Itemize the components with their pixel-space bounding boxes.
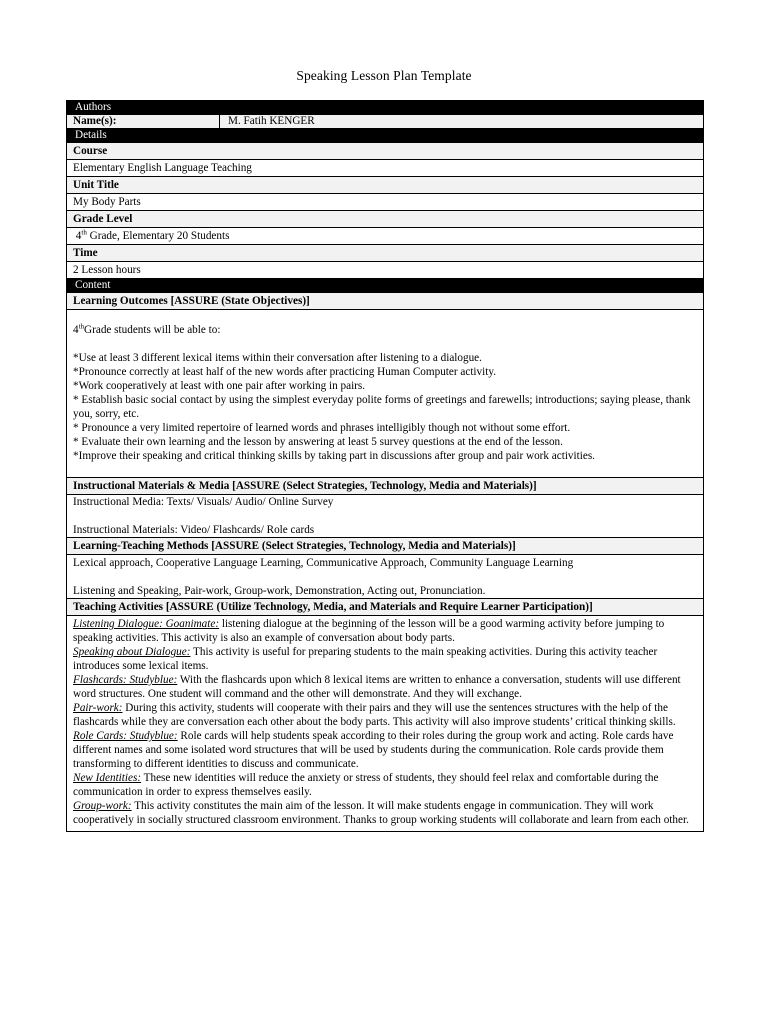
activity-title: Group-work: [73, 800, 132, 812]
instructional-materials-label: Instructional Materials & Media [ASSURE (Select Strategies, Technology, Media and Materials)] [67, 477, 703, 494]
learning-outcomes-body [67, 309, 703, 477]
activity-title: Pair-work: [73, 702, 123, 714]
activity-text: listening dialogue at the beginning of the lesson will be a good warming activity before jumping to speaking activities. This activity is also an example of conversation about body parts. [73, 618, 665, 644]
grade-level-label: Grade Level [67, 210, 703, 227]
activity-text: With the flashcards upon which 8 lexical items are written to enhance a conversation, students will use different word structures. One student will command and the other will demonstrate. And they will exchange. [73, 674, 681, 700]
teaching-activities-body [67, 615, 703, 831]
time-value: 2 Lesson hours [67, 261, 703, 278]
outcome-item: * Pronounce a very limited repertoire of learned words and phrases intelligibly though not without some effort. [73, 422, 571, 434]
activity-text: Role cards will help students speak according to their roles during the group work and acting. Role cards have different names and some isolated word structures that will be used by students during the communication. Role cards provide them transforming to different identities to discuss and communicate. [73, 730, 674, 770]
outcome-item: * Establish basic social contact by using the simplest everyday polite forms of greetings and farewells; introductions; saying please, thank you, sorry, etc. [73, 394, 691, 420]
methods-label: Learning-Teaching Methods [ASSURE (Select Strategies, Technology, Media and Materials)] [67, 537, 703, 554]
activity-title: Listening Dialogue: Goanimate: [73, 618, 220, 630]
unit-title-value: My Body Parts [67, 193, 703, 210]
outcome-item: * Evaluate their own learning and the lesson by answering at least 5 survey questions at the end of the lesson. [73, 436, 563, 448]
course-value: Elementary English Language Teaching [67, 159, 703, 176]
grade-suffix: th [81, 228, 87, 237]
outcome-item: *Pronounce correctly at least half of the new words after practicing Human Computer activity. [73, 366, 497, 378]
activity-text: This activity is useful for preparing students to the main speaking activities. During this activity teacher introduces some lexical items. [73, 646, 658, 672]
methods-line-2: Listening and Speaking, Pair-work, Group-work, Demonstration, Acting out, Pronunciation. [73, 585, 486, 597]
activity-title: Speaking about Dialogue: [73, 646, 191, 658]
activity-title: New Identities: [73, 772, 142, 784]
learning-outcomes-label: Learning Outcomes [ASSURE (State Objectives)] [67, 292, 703, 309]
instructional-media-line: Instructional Media: Texts/ Visuals/ Audio/ Online Survey [73, 496, 334, 508]
grade-number: 4 [75, 230, 82, 242]
instructional-materials-line: Instructional Materials: Video/ Flashcards/ Role cards [73, 524, 315, 536]
activity-text: This activity constitutes the main aim of the lesson. It will make students engage in communication. They will work cooperatively in socially structured classroom environment. Thanks to group working students will collaborate and learn from each other. [73, 800, 689, 826]
outcomes-intro [73, 323, 697, 337]
names-row [67, 114, 703, 128]
intro-number: 4 [73, 324, 79, 336]
activity-paragraph [73, 645, 697, 673]
activity-paragraph [73, 771, 697, 799]
teaching-activities-label: Teaching Activities [ASSURE (Utilize Technology, Media, and Materials and Require Learner Participation)] [67, 598, 703, 615]
course-label: Course [67, 142, 703, 159]
names-label: Name(s): [67, 115, 220, 128]
activity-text: These new identities will reduce the anxiety or stress of students, they should feel relax and comfortable during the communication in order to express themselves easily. [73, 772, 659, 798]
document-title: Speaking Lesson Plan Template [296, 68, 472, 83]
activity-paragraph [73, 673, 697, 701]
methods-line-1: Lexical approach, Cooperative Language Learning, Communicative Approach, Community Language Learning [73, 557, 574, 569]
instructional-materials-body [67, 494, 703, 537]
lesson-plan-table [66, 100, 704, 832]
unit-title-label: Unit Title [67, 176, 703, 193]
outcome-item: *Work cooperatively at least with one pair after working in pairs. [73, 380, 366, 392]
activity-paragraph [73, 617, 697, 645]
outcome-item: *Improve their speaking and critical thinking skills by taking part in discussions after group and pair work activities. [73, 450, 595, 462]
activity-paragraph [73, 799, 697, 827]
activity-title: Role Cards: Studyblue: [73, 730, 178, 742]
activity-text: During this activity, students will cooperate with their pairs and they will use the sentences structures with the help of the flashcards while they are conversation each other about the body parts. This activity will also improve students’ critical thinking skills. [73, 702, 676, 728]
grade-rest: Grade, Elementary 20 Students [86, 230, 230, 242]
grade-level-value [67, 227, 703, 244]
time-label: Time [67, 244, 703, 261]
activity-paragraph [73, 729, 697, 771]
section-band-content: Content [67, 278, 703, 292]
outcome-item: *Use at least 3 different lexical items within their conversation after listening to a dialogue. [73, 352, 482, 364]
names-value: M. Fatih KENGER [228, 115, 315, 127]
section-band-authors: Authors [67, 100, 703, 114]
methods-body [67, 554, 703, 598]
activity-paragraph [73, 701, 697, 729]
intro-text: Grade students will be able to: [84, 324, 221, 336]
activity-title: Flashcards: Studyblue: [73, 674, 178, 686]
intro-suffix: th [78, 322, 85, 331]
section-band-details: Details [67, 128, 703, 142]
